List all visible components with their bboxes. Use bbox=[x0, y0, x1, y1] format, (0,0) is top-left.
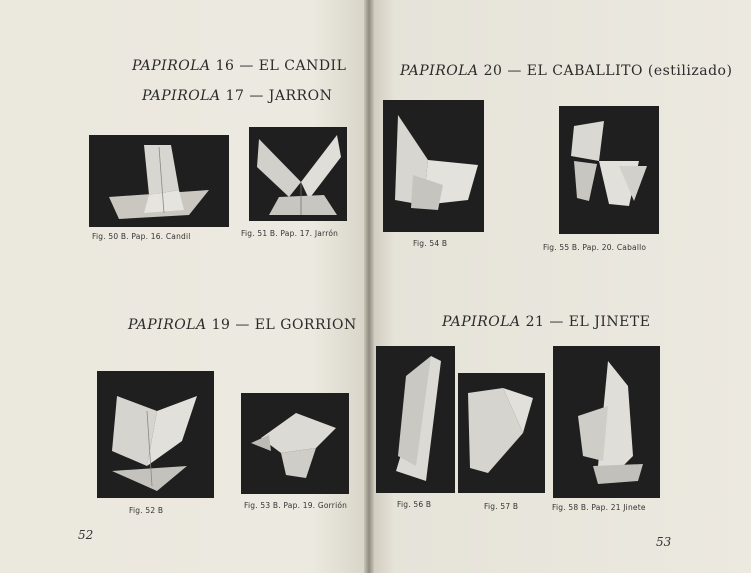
book-gutter bbox=[364, 0, 374, 573]
heading-papirola-20 bbox=[400, 63, 732, 79]
photo-caballito-steps bbox=[383, 100, 484, 232]
heading-label: PAPIROLA bbox=[442, 314, 521, 330]
photo-jinete-step-1 bbox=[376, 346, 455, 493]
figure-caption: Fig. 57 B bbox=[484, 502, 519, 511]
heading-papirola-17 bbox=[142, 88, 332, 104]
figure-caption: Fig. 55 B. Pap. 20. Caballo bbox=[543, 243, 647, 252]
heading-papirola-16 bbox=[132, 58, 346, 74]
figure-caption: Fig. 58 B. Pap. 21 Jinete bbox=[552, 503, 646, 512]
photo-jinete bbox=[553, 346, 660, 498]
figure-caption: Fig. 51 B. Pap. 17. Jarrón bbox=[241, 229, 339, 238]
heading-label: PAPIROLA bbox=[400, 63, 479, 79]
photo-jinete-step-2 bbox=[458, 373, 545, 493]
heading-label: PAPIROLA bbox=[128, 317, 207, 333]
photo-jarron bbox=[249, 127, 347, 221]
photo-caballo bbox=[559, 106, 659, 234]
heading-label: PAPIROLA bbox=[132, 58, 211, 74]
photo-candil bbox=[89, 135, 229, 227]
heading-title: 20 — EL CABALLITO (estilizado) bbox=[478, 63, 733, 79]
figure-caption: Fig. 53 B. Pap. 19. Gorrión bbox=[244, 501, 348, 510]
figure-caption: Fig. 50 B. Pap. 16. Candil bbox=[92, 232, 191, 241]
heading-title: 16 — EL CANDIL bbox=[210, 58, 347, 74]
heading-title: 17 — JARRON bbox=[220, 88, 333, 104]
figure-caption: Fig. 54 B bbox=[413, 239, 448, 248]
photo-gorrion-steps bbox=[97, 371, 214, 498]
page-number: 52 bbox=[78, 528, 94, 542]
figure-caption: Fig. 56 B bbox=[397, 500, 432, 509]
photo-gorrion bbox=[241, 393, 349, 494]
heading-papirola-19 bbox=[128, 317, 357, 333]
page-number: 53 bbox=[656, 535, 672, 549]
heading-papirola-21 bbox=[442, 314, 650, 330]
figure-caption: Fig. 52 B bbox=[129, 506, 164, 515]
heading-label: PAPIROLA bbox=[142, 88, 221, 104]
heading-title: 19 — EL GORRION bbox=[206, 317, 357, 333]
heading-title: 21 — EL JINETE bbox=[520, 314, 651, 330]
